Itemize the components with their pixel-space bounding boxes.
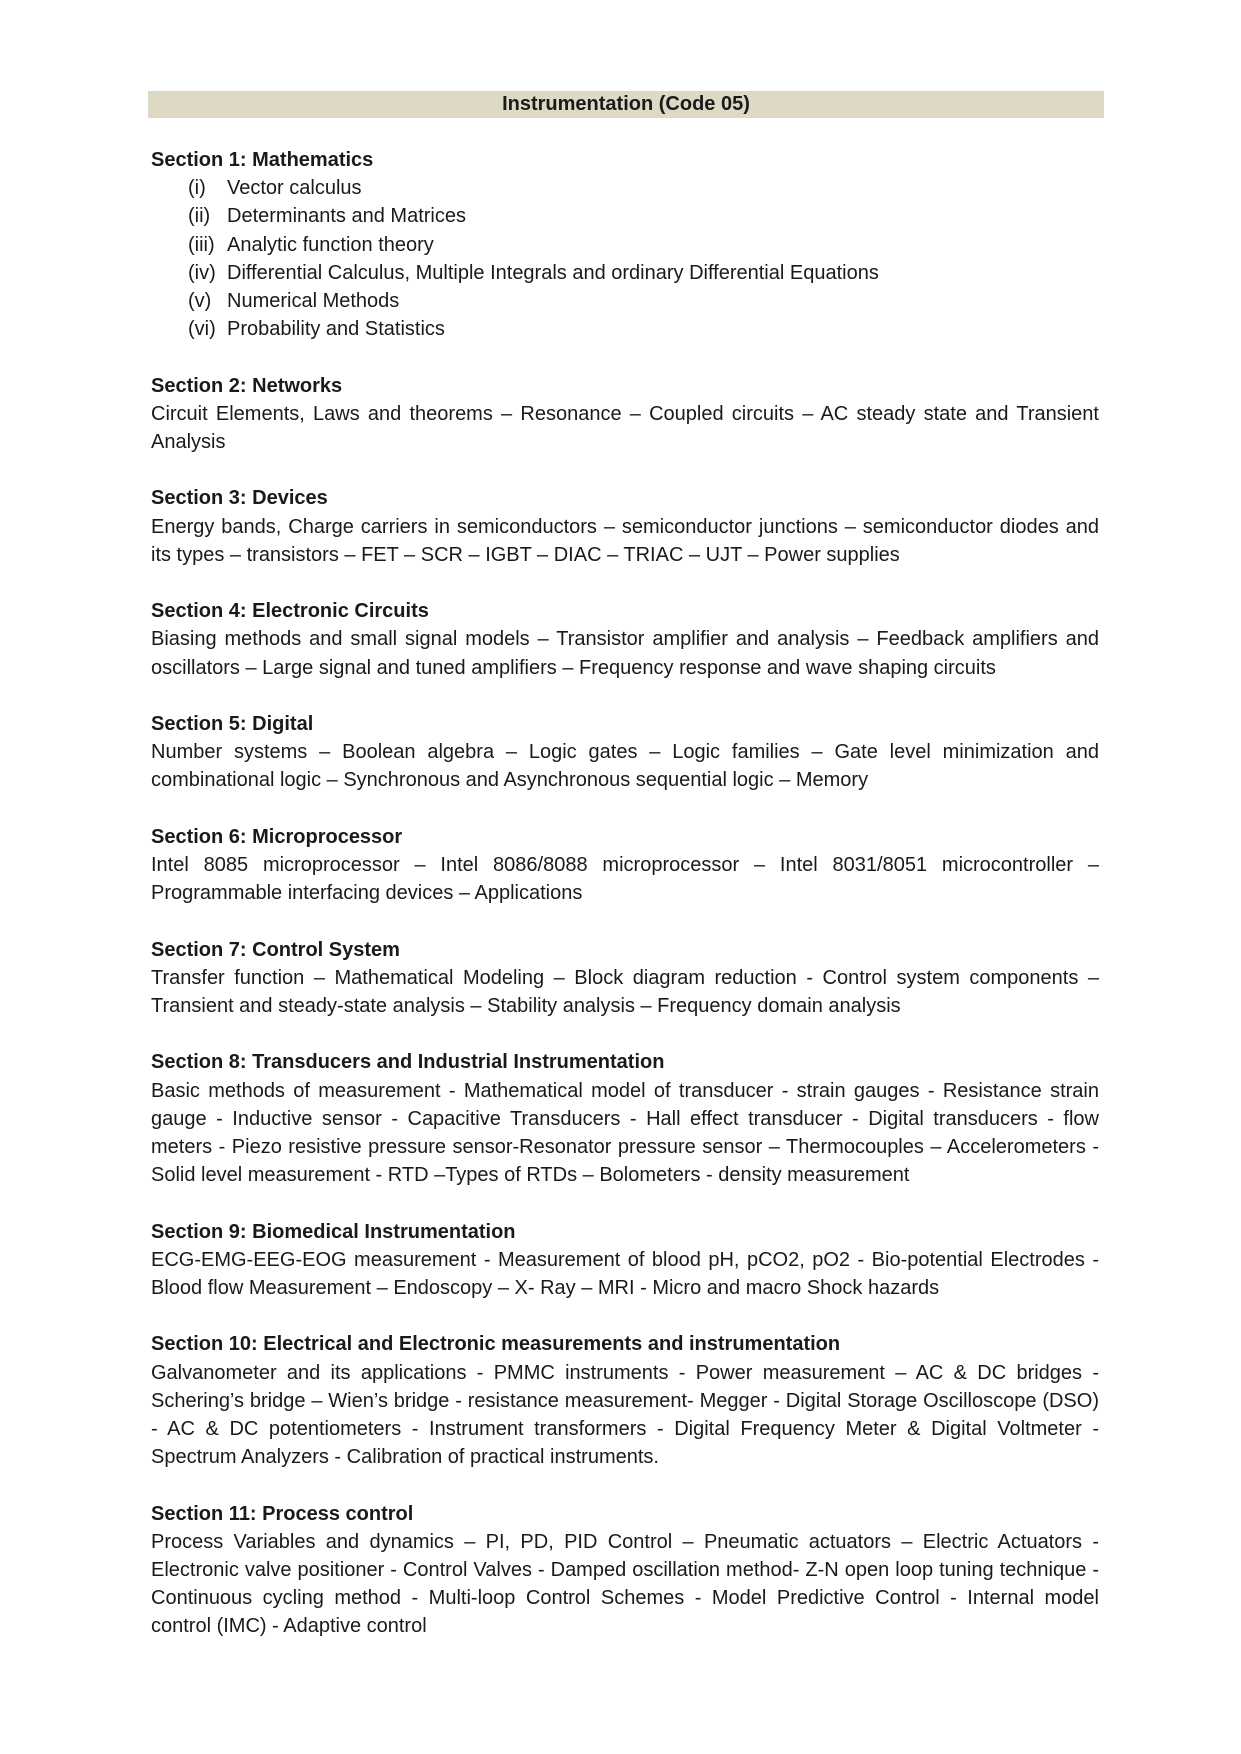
page-title: Instrumentation (Code 05): [148, 91, 1104, 118]
section-mathematics: [151, 146, 1099, 343]
section-heading: Section 1: Mathematics: [151, 149, 374, 171]
section-transducers: [151, 1048, 1099, 1189]
section-heading: Section 2: Networks: [151, 374, 343, 397]
syllabus-content: [151, 146, 1099, 1669]
item-number: (ii): [188, 205, 211, 228]
item-text: Vector calculus: [227, 177, 362, 200]
section-body: ECG-EMG-EEG-EOG measurement - Measurement of blood pH, pCO2, pO2 - Bio-potential Electrodes - Blood flow Measurement – Endoscopy – X- Ray – MRI - Micro and macro Shock hazards: [151, 1248, 1099, 1299]
section-body: Circuit Elements, Laws and theorems – Resonance – Coupled circuits – AC steady state and Transient Analysis: [151, 402, 1099, 454]
section-heading: Section 6: Microprocessor: [151, 825, 403, 848]
list-item: [188, 315, 1099, 343]
item-text: Analytic function theory: [227, 233, 434, 256]
list-item: [188, 174, 1099, 202]
section-measurements: [151, 1330, 1099, 1471]
topic-list: [151, 174, 1099, 343]
item-number: (iv): [188, 261, 216, 284]
section-heading: Section 4: Electronic Circuits: [151, 600, 429, 623]
section-body: Energy bands, Charge carriers in semiconductors – semiconductor junctions – semiconductor diodes and its types – transistors – FET – SCR – IGBT – DIAC – TRIAC – UJT – Power supplies: [151, 515, 1099, 566]
item-text: Numerical Methods: [227, 290, 400, 313]
section-control-system: [151, 936, 1099, 1021]
section-biomedical: [151, 1218, 1099, 1303]
list-item: [188, 259, 1099, 287]
section-heading: Section 7: Control System: [151, 938, 400, 961]
section-microprocessor: [151, 823, 1099, 908]
section-body: Basic methods of measurement - Mathematical model of transducer - strain gauges - Resistance strain gauge - Inductive sensor - Capacitive Transducers - Hall effect transducer - Digital transducers - flow meters - Piezo resistive pressure sensor-Resonator pressure sensor – Thermocouples – Accelerometers - Solid level measurement - RTD –Types of RTDs – Bolometers - density measurement: [151, 1079, 1099, 1187]
item-text: Determinants and Matrices: [227, 205, 466, 228]
list-item: [188, 231, 1099, 259]
section-body: Process Variables and dynamics – PI, PD, PID Control – Pneumatic actuators – Electric Actuators - Electronic valve positioner - Control Valves - Damped oscillation method- Z-N open loop tuning technique - Continuous cycling method - Multi-loop Control Schemes - Model Predictive Control - Internal model control (IMC) - Adaptive control: [151, 1530, 1099, 1638]
section-heading: Section 11: Process control: [151, 1502, 414, 1525]
list-item: [188, 202, 1099, 230]
section-body: Intel 8085 microprocessor – Intel 8086/8088 microprocessor – Intel 8031/8051 microcontroller – Programmable interfacing devices – Applications: [151, 854, 1099, 905]
section-body: Number systems – Boolean algebra – Logic gates – Logic families – Gate level minimization and combinational logic – Synchronous and Asynchronous sequential logic – Memory: [151, 741, 1099, 792]
section-heading: Section 8: Transducers and Industrial Instrumentation: [151, 1051, 665, 1074]
section-process-control: [151, 1500, 1099, 1641]
item-number: (i): [188, 177, 206, 200]
section-electronic-circuits: [151, 597, 1099, 682]
section-heading: Section 5: Digital: [151, 713, 314, 735]
section-heading: Section 10: Electrical and Electronic measurements and instrumentation: [151, 1333, 841, 1356]
list-item: [188, 287, 1099, 315]
section-body: Galvanometer and its applications - PMMC instruments - Power measurement – AC & DC bridges - Schering’s bridge – Wien’s bridge - resistance measurement- Megger - Digital Storage Oscilloscope (DSO) - AC & DC potentiometers - Instrument transformers - Digital Frequency Meter & Digital Voltmeter - Spectrum Analyzers - Calibration of practical instruments.: [151, 1361, 1099, 1469]
item-text: Probability and Statistics: [227, 318, 445, 341]
item-text: Differential Calculus, Multiple Integrals and ordinary Differential Equations: [227, 261, 879, 284]
section-heading: Section 3: Devices: [151, 487, 328, 510]
item-number: (iii): [188, 233, 215, 256]
item-number: (v): [188, 290, 212, 313]
section-networks: [151, 372, 1099, 457]
section-body: Transfer function – Mathematical Modeling – Block diagram reduction - Control system components – Transient and steady-state analysis – Stability analysis – Frequency domain analysis: [151, 966, 1099, 1017]
section-digital: [151, 710, 1099, 795]
section-devices: [151, 484, 1099, 569]
section-body: Biasing methods and small signal models – Transistor amplifier and analysis – Feedback amplifiers and oscillators – Large signal and tuned amplifiers – Frequency response and wave shaping circuits: [151, 628, 1099, 679]
item-number: (vi): [188, 318, 216, 341]
section-heading: Section 9: Biomedical Instrumentation: [151, 1220, 516, 1243]
